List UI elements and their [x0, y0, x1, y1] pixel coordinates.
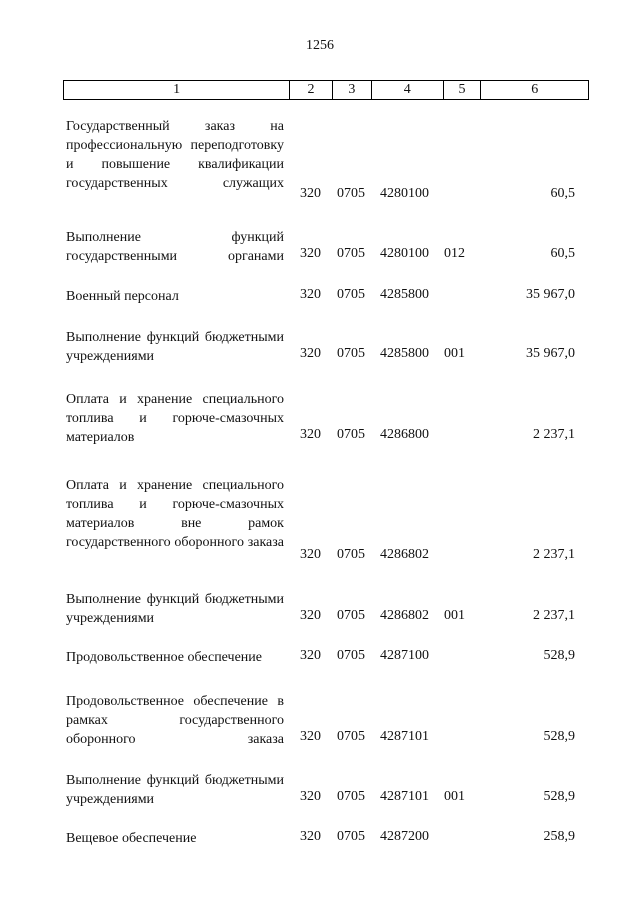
row-description: Государственный заказ на профессиональную переподготовку и повышение квалификации государственных служащих [66, 119, 284, 191]
row-section: 0705 [337, 789, 365, 804]
row-amount: 258,9 [543, 829, 575, 844]
table-header [63, 80, 589, 100]
row-grbs: 320 [300, 608, 321, 623]
row-target-article: 4287101 [380, 729, 429, 744]
row-grbs: 320 [300, 789, 321, 804]
row-amount: 35 967,0 [526, 287, 575, 302]
row-description: Вещевое обеспечение [66, 831, 197, 846]
row-section: 0705 [337, 829, 365, 844]
row-section: 0705 [337, 186, 365, 201]
row-grbs: 320 [300, 427, 321, 442]
row-amount: 60,5 [550, 186, 575, 201]
row-expense-type: 001 [444, 346, 465, 361]
row-amount: 528,9 [543, 789, 575, 804]
row-target-article: 4287100 [380, 648, 429, 663]
row-expense-type: 001 [444, 608, 465, 623]
row-grbs: 320 [300, 186, 321, 201]
row-grbs: 320 [300, 829, 321, 844]
row-description: Продовольственное обеспечение в рамках государственного оборонного заказа [66, 694, 284, 747]
row-section: 0705 [337, 287, 365, 302]
header-col-3: 3 [333, 81, 372, 99]
row-description: Выполнение функций государственными органами [66, 230, 284, 264]
row-section: 0705 [337, 346, 365, 361]
row-section: 0705 [337, 608, 365, 623]
row-target-article: 4280100 [380, 246, 429, 261]
header-col-6: 6 [531, 82, 539, 97]
row-description: Оплата и хранение специального топлива и горюче-смазочных материалов вне рамок государственного оборонного заказа [66, 478, 284, 550]
row-target-article: 4286802 [380, 608, 429, 623]
row-amount: 528,9 [543, 648, 575, 663]
row-grbs: 320 [300, 287, 321, 302]
row-target-article: 4285800 [380, 287, 429, 302]
row-section: 0705 [337, 246, 365, 261]
row-amount: 2 237,1 [533, 608, 575, 623]
page-number: 1256 [306, 38, 334, 53]
row-grbs: 320 [300, 346, 321, 361]
row-section: 0705 [337, 547, 365, 562]
row-amount: 60,5 [550, 246, 575, 261]
row-amount: 2 237,1 [533, 547, 575, 562]
row-amount: 2 237,1 [533, 427, 575, 442]
row-amount: 35 967,0 [526, 346, 575, 361]
row-section: 0705 [337, 729, 365, 744]
row-description: Продовольственное обеспечение [66, 650, 262, 665]
row-grbs: 320 [300, 547, 321, 562]
row-description: Оплата и хранение специального топлива и горюче-смазочных материалов [66, 392, 284, 445]
row-description: Выполнение функций бюджетными учреждениями [66, 592, 284, 626]
row-target-article: 4285800 [380, 346, 429, 361]
row-description: Выполнение функций бюджетными учреждениями [66, 330, 284, 364]
row-expense-type: 001 [444, 789, 465, 804]
row-target-article: 4286800 [380, 427, 429, 442]
row-target-article: 4287101 [380, 789, 429, 804]
row-description: Выполнение функций бюджетными учреждениями [66, 773, 284, 807]
header-col-5: 5 [444, 81, 482, 99]
row-grbs: 320 [300, 729, 321, 744]
row-expense-type: 012 [444, 246, 465, 261]
row-description: Военный персонал [66, 289, 179, 304]
header-col-4: 4 [372, 81, 444, 99]
row-grbs: 320 [300, 648, 321, 663]
row-target-article: 4287200 [380, 829, 429, 844]
row-section: 0705 [337, 648, 365, 663]
row-grbs: 320 [300, 246, 321, 261]
row-target-article: 4280100 [380, 186, 429, 201]
row-target-article: 4286802 [380, 547, 429, 562]
header-col-1: 1 [64, 81, 290, 99]
row-section: 0705 [337, 427, 365, 442]
row-amount: 528,9 [543, 729, 575, 744]
header-col-2: 2 [290, 81, 333, 99]
